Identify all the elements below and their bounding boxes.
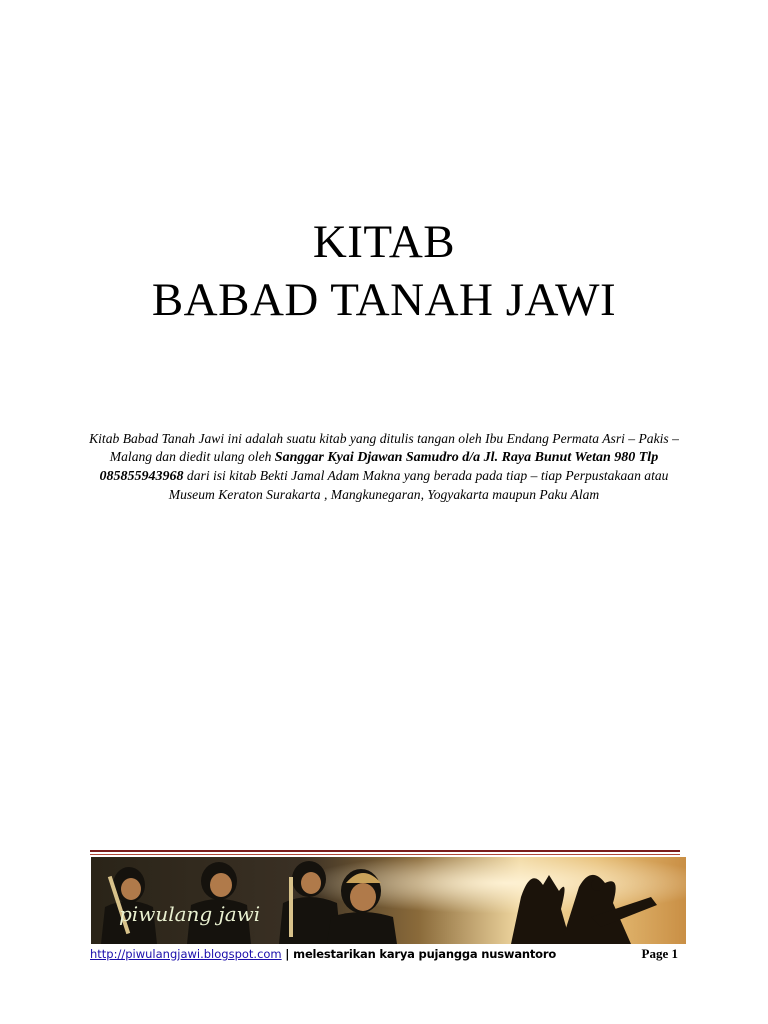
title-line-1: KITAB <box>312 216 456 268</box>
footer-rule-bottom <box>90 854 680 855</box>
intro-text-1: Kitab Babad Tanah Jawi ini adalah suatu kitab yang ditulis tangan oleh Ibu Endang Permata Asri – Pakis – Malang dan diedit ulang oleh <box>89 431 679 464</box>
footer-rule-top <box>90 850 680 852</box>
page-number: Page 1 <box>641 946 678 961</box>
intro-text-2: dari isi kitab Bekti Jamal Adam Makna yang berada pada tiap – tiap Perpustakaan atau Museum Keraton Surakarta , Mangkunegaran, Yogyakarta maupun Paku Alam <box>168 468 669 502</box>
footer-tagline: melestarikan karya pujangga nuswantoro <box>293 947 557 961</box>
banner-logo-text: piwulang jawi <box>119 902 261 926</box>
blog-link[interactable]: http://piwulangjawi.blogspot.com <box>90 947 282 961</box>
title-line-2: BABAD TANAH JAWI <box>151 274 617 326</box>
footer-banner-image <box>91 857 686 944</box>
intro-bold-address: Sanggar Kyai Djawan Samudro d/a Jl. Raya Bunut Wetan 980 Tlp 085855943968 <box>99 450 659 484</box>
document-title <box>0 213 768 329</box>
footer-separator: | <box>285 947 290 961</box>
page-footer <box>90 945 680 963</box>
intro-paragraph <box>88 430 680 504</box>
